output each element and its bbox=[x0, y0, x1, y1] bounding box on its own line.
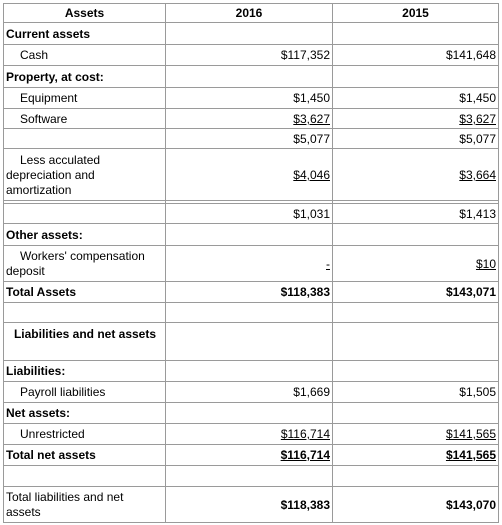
table-cell bbox=[3, 465, 166, 487]
section-heading-other-assets: Other assets: bbox=[6, 228, 83, 242]
row-label-workers-comp: Workers' compensation deposit bbox=[6, 249, 145, 278]
section-heading-liabilities: Liabilities: bbox=[6, 364, 66, 378]
row-label-total-assets: Total Assets bbox=[6, 285, 77, 299]
table-cell bbox=[332, 223, 499, 246]
value-total-liabilities-2016: $118,383 bbox=[280, 498, 330, 512]
value-depreciation-2015: $3,664 bbox=[459, 168, 496, 182]
section-heading-net-assets: Net assets: bbox=[6, 406, 71, 420]
value-total-net-assets-2016: $116,714 bbox=[280, 448, 330, 462]
value-cash-2016: $117,352 bbox=[280, 48, 330, 62]
section-header-liabilities-net-assets: Liabilities and net assets bbox=[13, 327, 157, 341]
row-label-payroll-liabilities: Payroll liabilities bbox=[20, 385, 106, 399]
table-cell bbox=[3, 302, 166, 323]
column-header-2015: 2015 bbox=[402, 6, 429, 20]
value-equipment-2016: $1,450 bbox=[293, 91, 330, 105]
value-property-subtotal-2016: $5,077 bbox=[293, 132, 330, 146]
value-property-subtotal-2015: $5,077 bbox=[459, 132, 496, 146]
value-total-assets-2015: $143,071 bbox=[445, 285, 496, 299]
value-payroll-2016: $1,669 bbox=[293, 385, 330, 399]
value-net-property-2016: $1,031 bbox=[293, 207, 330, 221]
table-cell bbox=[332, 360, 499, 382]
table-cell bbox=[3, 203, 166, 224]
table-cell bbox=[332, 22, 499, 45]
value-unrestricted-2015: $141,565 bbox=[445, 427, 496, 441]
column-header-2016: 2016 bbox=[235, 6, 263, 20]
row-label-unrestricted: Unrestricted bbox=[20, 427, 85, 441]
value-workers-comp-2016: - bbox=[326, 257, 330, 271]
row-label-depreciation: Less acculated depreciation and amortization bbox=[6, 153, 101, 197]
table-cell bbox=[165, 322, 333, 361]
value-total-net-assets-2015: $141,565 bbox=[445, 448, 496, 462]
value-net-property-2015: $1,413 bbox=[459, 207, 496, 221]
value-payroll-2015: $1,505 bbox=[459, 385, 496, 399]
table-cell bbox=[165, 223, 333, 246]
table-cell bbox=[332, 322, 499, 361]
row-label-software: Software bbox=[20, 112, 68, 126]
table-cell bbox=[332, 65, 499, 88]
table-cell bbox=[332, 465, 499, 487]
value-workers-comp-2015: $10 bbox=[475, 257, 496, 271]
table-cell bbox=[165, 22, 333, 45]
table-cell bbox=[165, 465, 333, 487]
section-heading-current-assets: Current assets bbox=[6, 27, 91, 41]
value-cash-2015: $141,648 bbox=[445, 48, 496, 62]
table-cell bbox=[332, 302, 499, 323]
table-cell bbox=[332, 402, 499, 424]
table-cell bbox=[165, 65, 333, 88]
row-label-cash: Cash bbox=[20, 48, 49, 62]
value-total-liabilities-2015: $143,070 bbox=[445, 498, 496, 512]
value-equipment-2015: $1,450 bbox=[459, 91, 496, 105]
table-cell bbox=[165, 360, 333, 382]
value-total-assets-2016: $118,383 bbox=[280, 285, 330, 299]
section-heading-property: Property, at cost: bbox=[6, 70, 104, 84]
column-header-assets: Assets bbox=[64, 6, 105, 20]
table-cell bbox=[3, 128, 166, 149]
table-cell bbox=[165, 302, 333, 323]
table-cell bbox=[165, 402, 333, 424]
value-software-2016: $3,627 bbox=[293, 112, 330, 126]
value-unrestricted-2016: $116,714 bbox=[280, 427, 330, 441]
row-label-total-liabilities-net-assets: Total liabilities and net assets bbox=[6, 490, 124, 519]
row-label-total-net-assets: Total net assets bbox=[6, 448, 96, 462]
value-software-2015: $3,627 bbox=[459, 112, 496, 126]
value-depreciation-2016: $4,046 bbox=[293, 168, 330, 182]
row-label-equipment: Equipment bbox=[20, 91, 78, 105]
